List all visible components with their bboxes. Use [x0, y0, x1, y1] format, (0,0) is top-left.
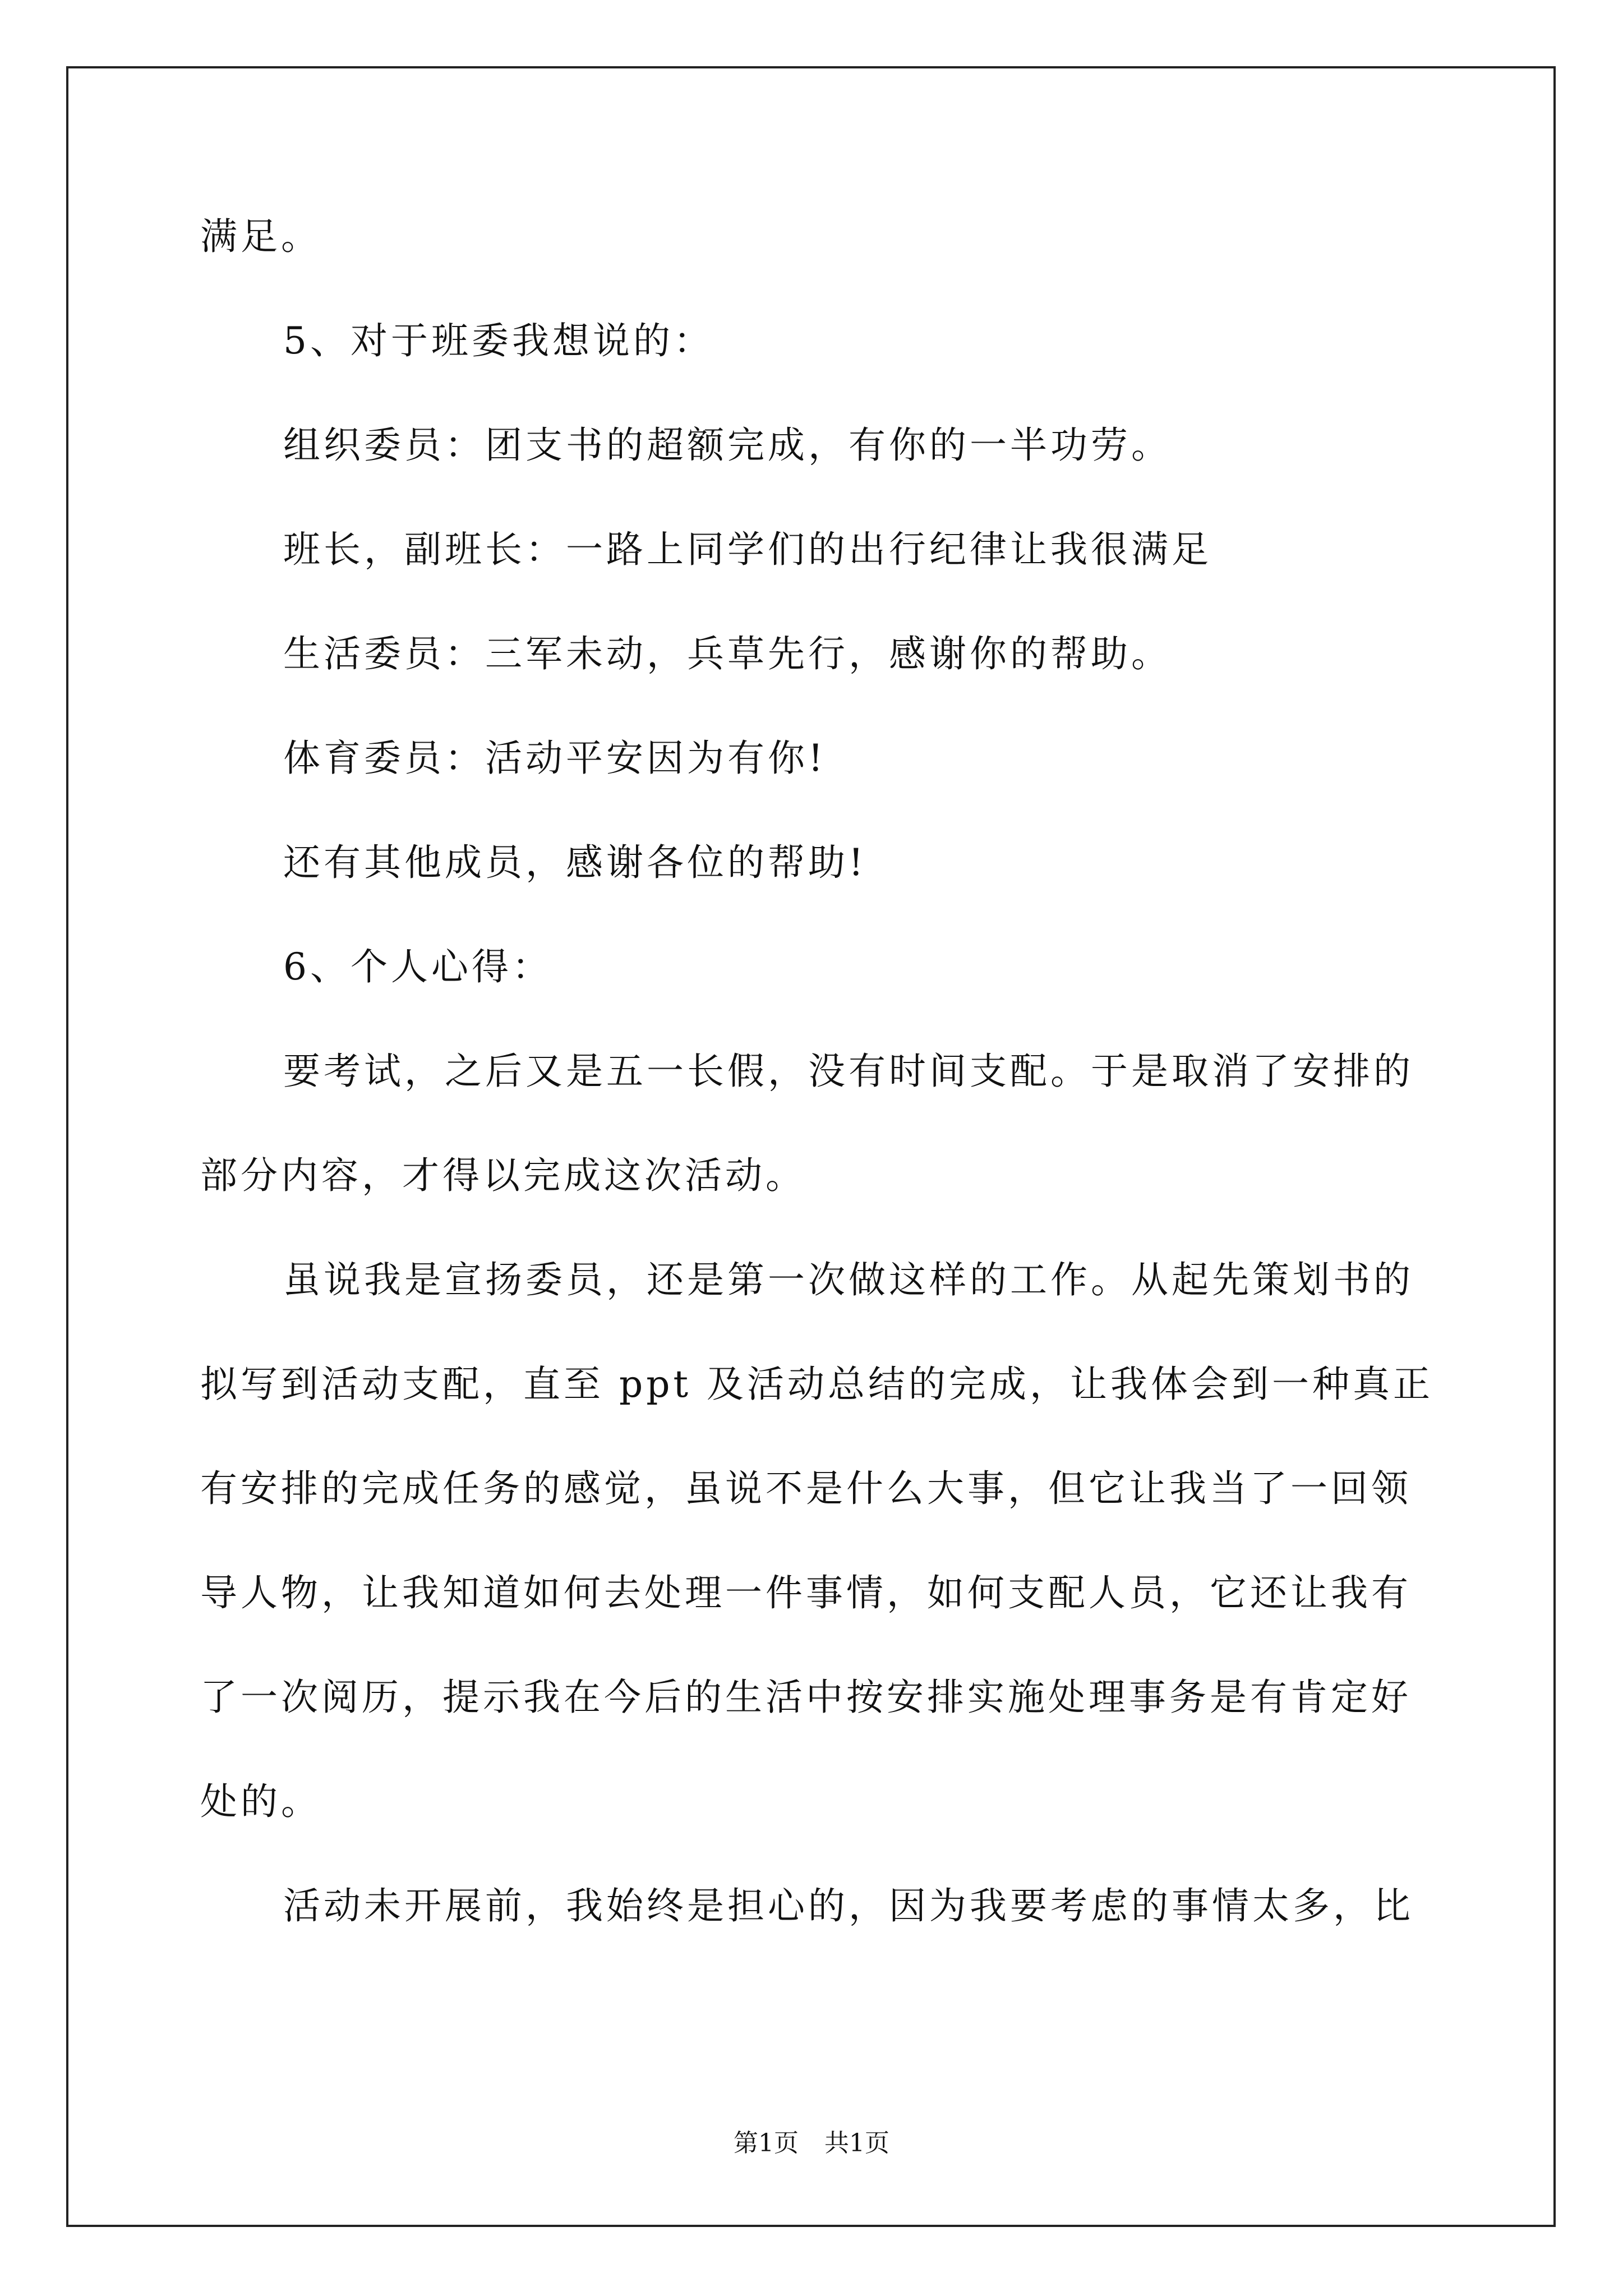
- section-heading: 5、对于班委我想说的：: [283, 319, 714, 362]
- paragraph-line: 活动未开展前，我始终是担心的，因为我要考虑的事情太多，比: [283, 1884, 1414, 1927]
- paragraph-line: 处的。: [200, 1780, 321, 1823]
- paragraph-line: 体育委员：活动平安因为有你!: [283, 737, 827, 780]
- paragraph-line: 虽说我是宣扬委员，还是第一次做这样的工作。从起先策划书的: [283, 1258, 1414, 1301]
- paragraph-line: 还有其他成员，感谢各位的帮助!: [283, 841, 867, 884]
- paragraph-line: 拟写到活动支配，直至 ppt 及活动总结的完成，让我体会到一种真正: [200, 1363, 1433, 1406]
- section-heading: 6、个人心得：: [283, 945, 552, 988]
- paragraph-line: 有安排的完成任务的感觉，虽说不是什么大事，但它让我当了一回领: [200, 1467, 1412, 1510]
- paragraph-line: 了一次阅历，提示我在今后的生活中按安排实施处理事务是有肯定好: [200, 1676, 1412, 1719]
- page-footer: [0, 2123, 1623, 2159]
- paragraph-line: 要考试，之后又是五一长假，没有时间支配。于是取消了安排的: [283, 1050, 1414, 1093]
- page-number: 第1页: [734, 2129, 799, 2157]
- paragraph-line: 生活委员：三军未动，兵草先行，感谢你的帮助。: [283, 632, 1172, 675]
- page-total: 共1页: [824, 2129, 889, 2157]
- paragraph-line: 组织委员：团支书的超额完成，有你的一半功劳。: [283, 424, 1172, 467]
- paragraph-line: 导人物，让我知道如何去处理一件事情，如何支配人员，它还让我有: [200, 1571, 1412, 1614]
- paragraph-line: 部分内容，才得以完成这次活动。: [200, 1154, 806, 1197]
- paragraph-line: 班长，副班长：一路上同学们的出行纪律让我很满足: [283, 528, 1212, 571]
- paragraph-line: 满足。: [200, 215, 321, 258]
